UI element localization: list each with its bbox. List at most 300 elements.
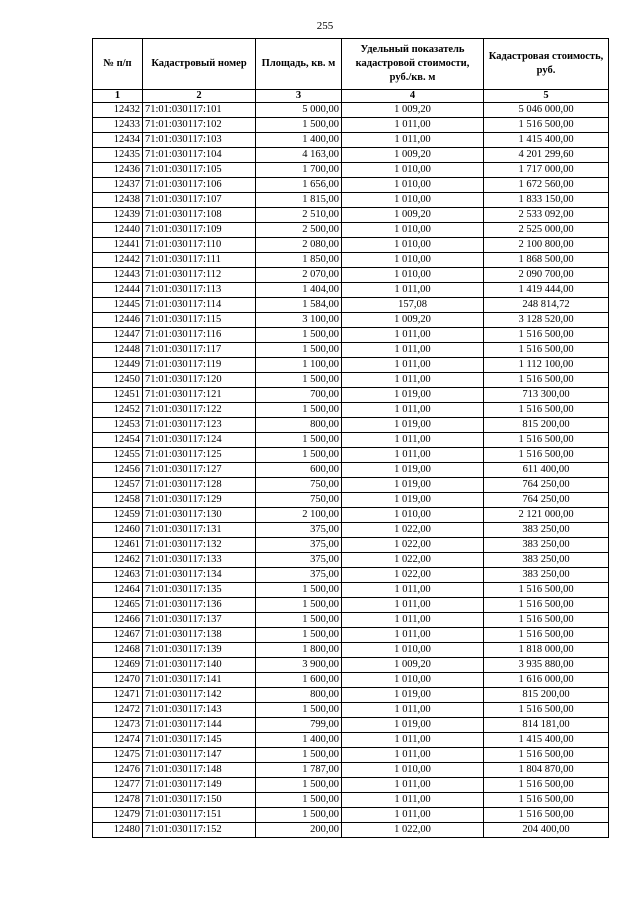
- cadastral-number-cell: 71:01:030117:105: [143, 163, 256, 178]
- header-row: [93, 39, 609, 90]
- table-row: [93, 748, 609, 763]
- cadastral-number-cell: 71:01:030117:147: [143, 748, 256, 763]
- specific-value-cell: 1 011,00: [342, 448, 484, 463]
- cadastral-number-cell: 71:01:030117:124: [143, 433, 256, 448]
- specific-value-cell: 1 019,00: [342, 493, 484, 508]
- table-row: [93, 628, 609, 643]
- cadastral-number-cell: 71:01:030117:144: [143, 718, 256, 733]
- cadastral-value-cell: 3 935 880,00: [484, 658, 609, 673]
- table-row: [93, 343, 609, 358]
- row-number-cell: 12476: [93, 763, 143, 778]
- cadastral-number-cell: 71:01:030117:112: [143, 268, 256, 283]
- specific-value-cell: 1 011,00: [342, 283, 484, 298]
- cadastral-number-cell: 71:01:030117:142: [143, 688, 256, 703]
- area-cell: 1 500,00: [256, 628, 342, 643]
- cadastral-value-cell: 1 672 560,00: [484, 178, 609, 193]
- cadastre-table: [92, 38, 609, 838]
- cadastral-value-cell: 713 300,00: [484, 388, 609, 403]
- cadastral-value-cell: 1 516 500,00: [484, 403, 609, 418]
- table-row: [93, 673, 609, 688]
- table-row: [93, 193, 609, 208]
- cadastral-number-cell: 71:01:030117:139: [143, 643, 256, 658]
- row-number-cell: 12456: [93, 463, 143, 478]
- cadastral-number-cell: 71:01:030117:137: [143, 613, 256, 628]
- area-cell: 1 100,00: [256, 358, 342, 373]
- cadastral-value-cell: 1 833 150,00: [484, 193, 609, 208]
- specific-value-cell: 1 011,00: [342, 403, 484, 418]
- cadastral-number-cell: 71:01:030117:115: [143, 313, 256, 328]
- cadastral-number-cell: 71:01:030117:136: [143, 598, 256, 613]
- area-cell: 2 100,00: [256, 508, 342, 523]
- table-row: [93, 253, 609, 268]
- cadastral-value-cell: 1 804 870,00: [484, 763, 609, 778]
- table-row: [93, 358, 609, 373]
- cadastral-number-cell: 71:01:030117:116: [143, 328, 256, 343]
- specific-value-cell: 1 010,00: [342, 643, 484, 658]
- cadastral-value-cell: 1 818 000,00: [484, 643, 609, 658]
- table-row: [93, 658, 609, 673]
- row-number-cell: 12455: [93, 448, 143, 463]
- area-cell: 1 500,00: [256, 748, 342, 763]
- area-cell: 375,00: [256, 538, 342, 553]
- cadastral-value-cell: 204 400,00: [484, 823, 609, 838]
- cadastral-value-cell: 2 121 000,00: [484, 508, 609, 523]
- specific-value-cell: 1 010,00: [342, 253, 484, 268]
- cadastral-number-cell: 71:01:030117:104: [143, 148, 256, 163]
- area-cell: 800,00: [256, 688, 342, 703]
- header-cadastral-number: Кадастровый номер: [143, 39, 256, 90]
- area-cell: 2 500,00: [256, 223, 342, 238]
- row-number-cell: 12450: [93, 373, 143, 388]
- area-cell: 3 900,00: [256, 658, 342, 673]
- table-row: [93, 718, 609, 733]
- specific-value-cell: 1 009,20: [342, 148, 484, 163]
- row-number-cell: 12452: [93, 403, 143, 418]
- cadastral-value-cell: 383 250,00: [484, 538, 609, 553]
- header-specific-value: Удельный показатель кадастровой стоимости, руб./кв. м: [342, 39, 484, 90]
- table-row: [93, 163, 609, 178]
- cadastral-number-cell: 71:01:030117:131: [143, 523, 256, 538]
- specific-value-cell: 1 022,00: [342, 538, 484, 553]
- cadastral-value-cell: 4 201 299,60: [484, 148, 609, 163]
- cadastral-number-cell: 71:01:030117:111: [143, 253, 256, 268]
- specific-value-cell: 1 011,00: [342, 733, 484, 748]
- table-body: [93, 103, 609, 838]
- specific-value-cell: 1 010,00: [342, 238, 484, 253]
- specific-value-cell: 1 011,00: [342, 628, 484, 643]
- table-header: [93, 39, 609, 103]
- table-row: [93, 238, 609, 253]
- table-row: [93, 298, 609, 313]
- row-number-cell: 12469: [93, 658, 143, 673]
- specific-value-cell: 1 022,00: [342, 523, 484, 538]
- cadastral-number-cell: 71:01:030117:102: [143, 118, 256, 133]
- table-row: [93, 688, 609, 703]
- cadastral-number-cell: 71:01:030117:107: [143, 193, 256, 208]
- row-number-cell: 12472: [93, 703, 143, 718]
- cadastral-value-cell: 611 400,00: [484, 463, 609, 478]
- cadastral-number-cell: 71:01:030117:121: [143, 388, 256, 403]
- area-cell: 750,00: [256, 478, 342, 493]
- area-cell: 1 700,00: [256, 163, 342, 178]
- row-number-cell: 12467: [93, 628, 143, 643]
- cadastral-value-cell: 248 814,72: [484, 298, 609, 313]
- table-row: [93, 448, 609, 463]
- cadastral-number-cell: 71:01:030117:149: [143, 778, 256, 793]
- cadastral-number-cell: 71:01:030117:138: [143, 628, 256, 643]
- cadastral-number-cell: 71:01:030117:120: [143, 373, 256, 388]
- column-number: 1: [93, 90, 143, 103]
- specific-value-cell: 1 019,00: [342, 478, 484, 493]
- area-cell: 200,00: [256, 823, 342, 838]
- row-number-cell: 12442: [93, 253, 143, 268]
- area-cell: 1 500,00: [256, 328, 342, 343]
- row-number-cell: 12453: [93, 418, 143, 433]
- row-number-cell: 12474: [93, 733, 143, 748]
- cadastral-number-cell: 71:01:030117:150: [143, 793, 256, 808]
- cadastral-value-cell: 1 616 000,00: [484, 673, 609, 688]
- specific-value-cell: 1 010,00: [342, 763, 484, 778]
- table-row: [93, 538, 609, 553]
- area-cell: 5 000,00: [256, 103, 342, 118]
- table-row: [93, 508, 609, 523]
- row-number-cell: 12435: [93, 148, 143, 163]
- area-cell: 375,00: [256, 568, 342, 583]
- area-cell: 1 500,00: [256, 118, 342, 133]
- area-cell: 1 500,00: [256, 343, 342, 358]
- cadastral-number-cell: 71:01:030117:128: [143, 478, 256, 493]
- row-number-cell: 12470: [93, 673, 143, 688]
- specific-value-cell: 1 019,00: [342, 463, 484, 478]
- area-cell: 799,00: [256, 718, 342, 733]
- specific-value-cell: 1 022,00: [342, 553, 484, 568]
- cadastral-number-cell: 71:01:030117:101: [143, 103, 256, 118]
- area-cell: 1 500,00: [256, 433, 342, 448]
- cadastral-number-cell: 71:01:030117:132: [143, 538, 256, 553]
- specific-value-cell: 1 022,00: [342, 823, 484, 838]
- specific-value-cell: 1 010,00: [342, 193, 484, 208]
- cadastral-value-cell: 1 516 500,00: [484, 793, 609, 808]
- specific-value-cell: 1 011,00: [342, 613, 484, 628]
- table-row: [93, 793, 609, 808]
- row-number-cell: 12439: [93, 208, 143, 223]
- row-number-cell: 12473: [93, 718, 143, 733]
- cadastral-value-cell: 1 516 500,00: [484, 343, 609, 358]
- row-number-cell: 12477: [93, 778, 143, 793]
- area-cell: 1 500,00: [256, 583, 342, 598]
- area-cell: 1 815,00: [256, 193, 342, 208]
- specific-value-cell: 1 019,00: [342, 718, 484, 733]
- area-cell: 1 850,00: [256, 253, 342, 268]
- specific-value-cell: 1 011,00: [342, 328, 484, 343]
- table-row: [93, 223, 609, 238]
- specific-value-cell: 1 011,00: [342, 358, 484, 373]
- area-cell: 3 100,00: [256, 313, 342, 328]
- specific-value-cell: 1 011,00: [342, 118, 484, 133]
- specific-value-cell: 1 011,00: [342, 778, 484, 793]
- area-cell: 2 070,00: [256, 268, 342, 283]
- cadastral-value-cell: 2 100 800,00: [484, 238, 609, 253]
- specific-value-cell: 1 010,00: [342, 673, 484, 688]
- area-cell: 1 404,00: [256, 283, 342, 298]
- page-number: 255: [316, 20, 334, 32]
- specific-value-cell: 1 011,00: [342, 598, 484, 613]
- specific-value-cell: 1 011,00: [342, 808, 484, 823]
- cadastral-value-cell: 815 200,00: [484, 418, 609, 433]
- cadastral-value-cell: 2 090 700,00: [484, 268, 609, 283]
- cadastral-number-cell: 71:01:030117:127: [143, 463, 256, 478]
- cadastral-value-cell: 814 181,00: [484, 718, 609, 733]
- area-cell: 1 500,00: [256, 703, 342, 718]
- table-row: [93, 823, 609, 838]
- area-cell: 1 656,00: [256, 178, 342, 193]
- cadastral-number-cell: 71:01:030117:133: [143, 553, 256, 568]
- row-number-cell: 12448: [93, 343, 143, 358]
- row-number-cell: 12445: [93, 298, 143, 313]
- cadastral-number-cell: 71:01:030117:117: [143, 343, 256, 358]
- table-row: [93, 523, 609, 538]
- specific-value-cell: 1 009,20: [342, 208, 484, 223]
- row-number-cell: 12432: [93, 103, 143, 118]
- cadastral-value-cell: 1 717 000,00: [484, 163, 609, 178]
- row-number-cell: 12444: [93, 283, 143, 298]
- table-row: [93, 778, 609, 793]
- cadastral-value-cell: 1 516 500,00: [484, 613, 609, 628]
- table-row: [93, 268, 609, 283]
- cadastral-value-cell: 2 533 092,00: [484, 208, 609, 223]
- table-row: [93, 733, 609, 748]
- cadastral-value-cell: 1 516 500,00: [484, 118, 609, 133]
- cadastral-number-cell: 71:01:030117:123: [143, 418, 256, 433]
- table-row: [93, 133, 609, 148]
- cadastral-number-cell: 71:01:030117:106: [143, 178, 256, 193]
- cadastral-value-cell: 1 516 500,00: [484, 778, 609, 793]
- area-cell: 750,00: [256, 493, 342, 508]
- row-number-cell: 12466: [93, 613, 143, 628]
- area-cell: 1 400,00: [256, 133, 342, 148]
- cadastral-value-cell: 1 112 100,00: [484, 358, 609, 373]
- specific-value-cell: 1 011,00: [342, 793, 484, 808]
- table-row: [93, 328, 609, 343]
- cadastral-value-cell: 1 516 500,00: [484, 328, 609, 343]
- specific-value-cell: 1 011,00: [342, 373, 484, 388]
- cadastral-value-cell: 383 250,00: [484, 568, 609, 583]
- table-row: [93, 553, 609, 568]
- area-cell: 1 500,00: [256, 448, 342, 463]
- column-number: 5: [484, 90, 609, 103]
- row-number-cell: 12468: [93, 643, 143, 658]
- cadastral-number-cell: 71:01:030117:113: [143, 283, 256, 298]
- row-number-cell: 12457: [93, 478, 143, 493]
- specific-value-cell: 1 010,00: [342, 508, 484, 523]
- row-number-cell: 12461: [93, 538, 143, 553]
- specific-value-cell: 1 011,00: [342, 583, 484, 598]
- table-row: [93, 643, 609, 658]
- table-row: [93, 403, 609, 418]
- specific-value-cell: 1 011,00: [342, 133, 484, 148]
- table-row: [93, 463, 609, 478]
- area-cell: 700,00: [256, 388, 342, 403]
- cadastral-number-cell: 71:01:030117:151: [143, 808, 256, 823]
- row-number-cell: 12458: [93, 493, 143, 508]
- row-number-cell: 12480: [93, 823, 143, 838]
- area-cell: 2 080,00: [256, 238, 342, 253]
- cadastral-value-cell: 1 516 500,00: [484, 433, 609, 448]
- area-cell: 375,00: [256, 523, 342, 538]
- table-row: [93, 598, 609, 613]
- cadastral-value-cell: 764 250,00: [484, 478, 609, 493]
- table-row: [93, 478, 609, 493]
- row-number-cell: 12479: [93, 808, 143, 823]
- specific-value-cell: 157,08: [342, 298, 484, 313]
- specific-value-cell: 1 009,20: [342, 658, 484, 673]
- cadastral-value-cell: 1 516 500,00: [484, 748, 609, 763]
- row-number-cell: 12446: [93, 313, 143, 328]
- cadastral-number-cell: 71:01:030117:130: [143, 508, 256, 523]
- specific-value-cell: 1 019,00: [342, 388, 484, 403]
- cadastral-number-cell: 71:01:030117:135: [143, 583, 256, 598]
- row-number-cell: 12464: [93, 583, 143, 598]
- cadastral-number-cell: 71:01:030117:134: [143, 568, 256, 583]
- table-row: [93, 568, 609, 583]
- cadastral-value-cell: 2 525 000,00: [484, 223, 609, 238]
- specific-value-cell: 1 010,00: [342, 178, 484, 193]
- area-cell: 800,00: [256, 418, 342, 433]
- area-cell: 1 600,00: [256, 673, 342, 688]
- cadastral-number-cell: 71:01:030117:103: [143, 133, 256, 148]
- cadastral-number-cell: 71:01:030117:129: [143, 493, 256, 508]
- cadastral-value-cell: 383 250,00: [484, 523, 609, 538]
- column-number: 2: [143, 90, 256, 103]
- area-cell: 1 787,00: [256, 763, 342, 778]
- specific-value-cell: 1 011,00: [342, 433, 484, 448]
- row-number-cell: 12437: [93, 178, 143, 193]
- area-cell: 1 500,00: [256, 808, 342, 823]
- cadastral-value-cell: 1 415 400,00: [484, 733, 609, 748]
- cadastral-number-cell: 71:01:030117:108: [143, 208, 256, 223]
- cadastral-value-cell: 815 200,00: [484, 688, 609, 703]
- area-cell: 1 500,00: [256, 403, 342, 418]
- cadastral-value-cell: 1 516 500,00: [484, 703, 609, 718]
- row-number-cell: 12462: [93, 553, 143, 568]
- cadastral-number-cell: 71:01:030117:145: [143, 733, 256, 748]
- cadastral-value-cell: 3 128 520,00: [484, 313, 609, 328]
- cadastral-value-cell: 1 516 500,00: [484, 373, 609, 388]
- row-number-cell: 12436: [93, 163, 143, 178]
- row-number-cell: 12471: [93, 688, 143, 703]
- table-row: [93, 388, 609, 403]
- cadastral-value-cell: 1 419 444,00: [484, 283, 609, 298]
- cadastral-value-cell: 383 250,00: [484, 553, 609, 568]
- area-cell: 1 500,00: [256, 778, 342, 793]
- specific-value-cell: 1 011,00: [342, 343, 484, 358]
- specific-value-cell: 1 011,00: [342, 748, 484, 763]
- specific-value-cell: 1 010,00: [342, 163, 484, 178]
- table-row: [93, 148, 609, 163]
- table-row: [93, 118, 609, 133]
- specific-value-cell: 1 009,20: [342, 103, 484, 118]
- cadastral-number-cell: 71:01:030117:125: [143, 448, 256, 463]
- table-row: [93, 103, 609, 118]
- cadastral-value-cell: 1 516 500,00: [484, 808, 609, 823]
- specific-value-cell: 1 010,00: [342, 223, 484, 238]
- table-row: [93, 703, 609, 718]
- row-number-cell: 12449: [93, 358, 143, 373]
- cadastral-number-cell: 71:01:030117:141: [143, 673, 256, 688]
- cadastral-number-cell: 71:01:030117:140: [143, 658, 256, 673]
- cadastral-number-cell: 71:01:030117:122: [143, 403, 256, 418]
- table-row: [93, 763, 609, 778]
- row-number-cell: 12441: [93, 238, 143, 253]
- row-number-cell: 12460: [93, 523, 143, 538]
- table-row: [93, 433, 609, 448]
- cadastral-value-cell: 1 516 500,00: [484, 628, 609, 643]
- row-number-cell: 12451: [93, 388, 143, 403]
- table-row: [93, 583, 609, 598]
- area-cell: 1 500,00: [256, 598, 342, 613]
- table-row: [93, 808, 609, 823]
- row-number-cell: 12463: [93, 568, 143, 583]
- cadastral-number-cell: 71:01:030117:114: [143, 298, 256, 313]
- cadastral-number-cell: 71:01:030117:109: [143, 223, 256, 238]
- table-row: [93, 313, 609, 328]
- area-cell: 2 510,00: [256, 208, 342, 223]
- row-number-cell: 12475: [93, 748, 143, 763]
- row-number-cell: 12443: [93, 268, 143, 283]
- area-cell: 1 500,00: [256, 793, 342, 808]
- row-number-cell: 12465: [93, 598, 143, 613]
- specific-value-cell: 1 011,00: [342, 703, 484, 718]
- header-cadastral-value: Кадастровая стоимость, руб.: [484, 39, 609, 90]
- specific-value-cell: 1 009,20: [342, 313, 484, 328]
- cadastral-number-cell: 71:01:030117:148: [143, 763, 256, 778]
- table-row: [93, 613, 609, 628]
- table-row: [93, 283, 609, 298]
- area-cell: 4 163,00: [256, 148, 342, 163]
- column-number-row: [93, 90, 609, 103]
- row-number-cell: 12447: [93, 328, 143, 343]
- area-cell: 1 800,00: [256, 643, 342, 658]
- area-cell: 600,00: [256, 463, 342, 478]
- column-number: 4: [342, 90, 484, 103]
- area-cell: 375,00: [256, 553, 342, 568]
- table-row: [93, 178, 609, 193]
- cadastral-number-cell: 71:01:030117:143: [143, 703, 256, 718]
- row-number-cell: 12454: [93, 433, 143, 448]
- specific-value-cell: 1 022,00: [342, 568, 484, 583]
- area-cell: 1 500,00: [256, 373, 342, 388]
- row-number-cell: 12434: [93, 133, 143, 148]
- table-row: [93, 373, 609, 388]
- specific-value-cell: 1 019,00: [342, 688, 484, 703]
- header-row-number: № п/п: [93, 39, 143, 90]
- cadastral-value-cell: 1 415 400,00: [484, 133, 609, 148]
- column-number: 3: [256, 90, 342, 103]
- row-number-cell: 12459: [93, 508, 143, 523]
- cadastral-number-cell: 71:01:030117:152: [143, 823, 256, 838]
- area-cell: 1 500,00: [256, 613, 342, 628]
- table-row: [93, 493, 609, 508]
- cadastral-number-cell: 71:01:030117:119: [143, 358, 256, 373]
- specific-value-cell: 1 019,00: [342, 418, 484, 433]
- row-number-cell: 12438: [93, 193, 143, 208]
- header-area: Площадь, кв. м: [256, 39, 342, 90]
- area-cell: 1 584,00: [256, 298, 342, 313]
- cadastral-value-cell: 1 516 500,00: [484, 583, 609, 598]
- specific-value-cell: 1 010,00: [342, 268, 484, 283]
- table-row: [93, 208, 609, 223]
- row-number-cell: 12440: [93, 223, 143, 238]
